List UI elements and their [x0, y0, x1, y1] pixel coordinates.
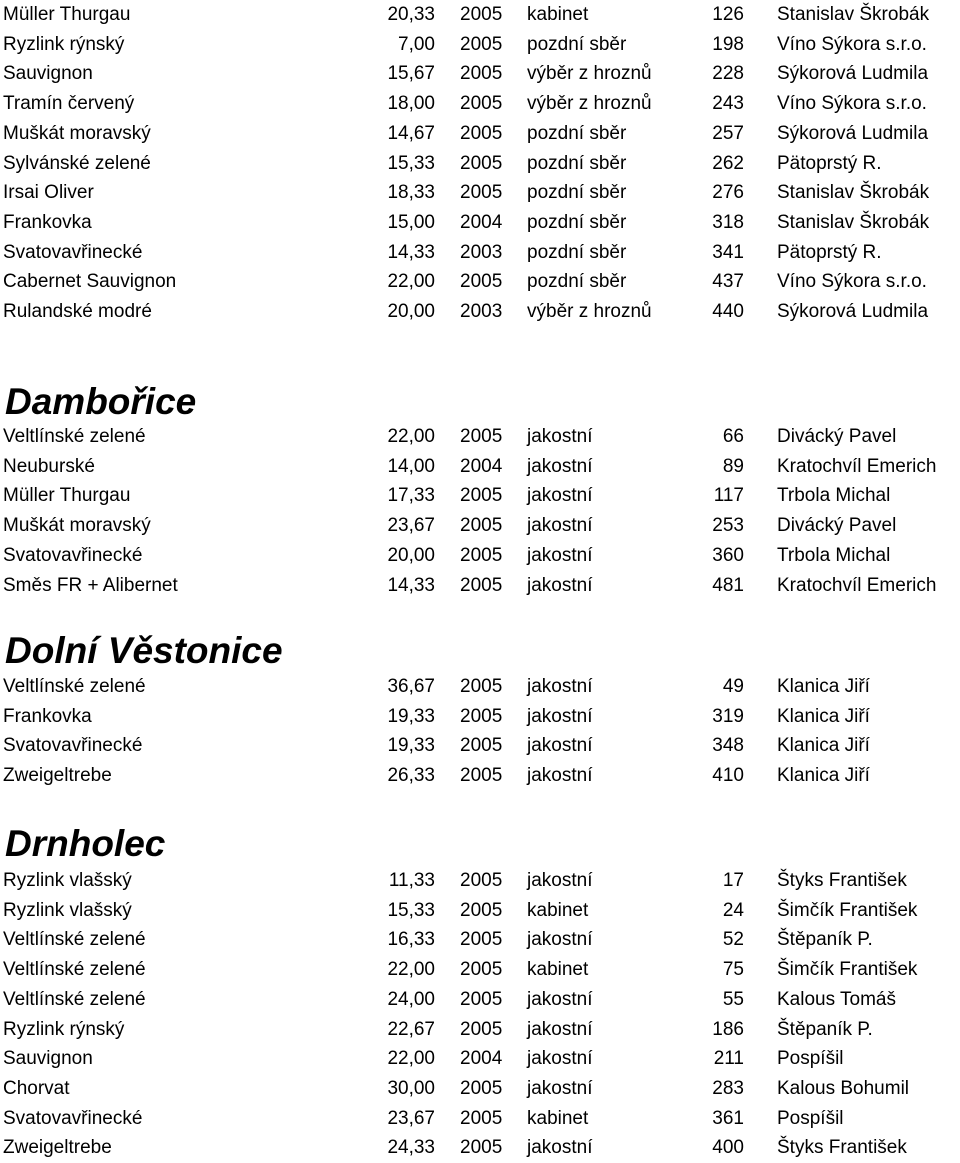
sample-number: 283 — [712, 1077, 744, 1099]
producer-name: Kalous Tomáš — [777, 988, 896, 1010]
sample-number: 198 — [712, 33, 744, 55]
table-row — [0, 985, 960, 1015]
vintage-year: 2004 — [460, 455, 503, 477]
score-value: 15,33 — [387, 899, 435, 921]
vintage-year: 2005 — [460, 63, 503, 85]
table-row — [0, 119, 960, 149]
quality-grade: jakostní — [527, 1048, 593, 1070]
quality-grade: jakostní — [527, 574, 593, 596]
quality-grade: výběr z hroznů — [527, 63, 652, 85]
wine-name: Sylvánské zelené — [3, 152, 151, 174]
producer-name: Štyks František — [777, 1137, 907, 1159]
vintage-year: 2004 — [460, 1048, 503, 1070]
producer-name: Štěpaník P. — [777, 929, 873, 951]
score-value: 18,00 — [387, 93, 435, 115]
quality-grade: kabinet — [527, 4, 589, 25]
vintage-year: 2005 — [460, 182, 503, 204]
sample-number: 211 — [713, 1048, 744, 1070]
wine-name: Rulandské modré — [3, 301, 152, 322]
table-row — [0, 672, 960, 702]
vintage-year: 2005 — [460, 959, 503, 981]
wine-name: Tramín červený — [3, 93, 135, 115]
wine-name: Směs FR + Alibernet — [3, 574, 178, 596]
vintage-year: 2005 — [460, 574, 503, 596]
quality-grade: jakostní — [527, 1077, 593, 1099]
quality-grade: jakostní — [527, 676, 593, 697]
sample-number: 348 — [712, 735, 744, 757]
table-row — [0, 0, 960, 30]
sample-number: 360 — [712, 544, 744, 566]
table-row — [0, 1015, 960, 1045]
sample-number: 262 — [712, 152, 744, 174]
producer-name: Trbola Michal — [777, 485, 891, 507]
sample-number: 253 — [712, 515, 744, 537]
producer-name: Stanislav Škrobák — [777, 4, 930, 25]
producer-name: Víno Sýkora s.r.o. — [777, 33, 927, 55]
quality-grade: jakostní — [527, 544, 593, 566]
quality-grade: jakostní — [527, 1137, 593, 1159]
table-row — [0, 452, 960, 482]
table-row — [0, 866, 960, 896]
wine-name: Svatovavřinecké — [3, 1107, 143, 1129]
quality-grade: jakostní — [527, 485, 593, 507]
producer-name: Štyks František — [777, 870, 907, 891]
sample-number: 318 — [712, 211, 744, 233]
section-heading: Drnholec — [5, 823, 166, 864]
producer-name: Kratochvíl Emerich — [777, 455, 937, 477]
sample-number: 75 — [722, 959, 744, 981]
table-row — [0, 571, 960, 601]
quality-grade: pozdní sběr — [527, 182, 627, 204]
producer-name: Kalous Bohumil — [777, 1077, 910, 1099]
sample-number: 341 — [712, 241, 744, 263]
score-value: 36,67 — [387, 676, 435, 697]
score-value: 14,67 — [387, 122, 435, 144]
wine-name: Svatovavřinecké — [3, 735, 143, 757]
vintage-year: 2005 — [460, 122, 503, 144]
wine-name: Veltlínské zelené — [3, 929, 146, 951]
vintage-year: 2005 — [460, 485, 503, 507]
wine-name: Ryzlink vlašský — [3, 899, 132, 921]
quality-grade: kabinet — [527, 1107, 589, 1129]
sample-number: 400 — [712, 1137, 744, 1159]
vintage-year: 2005 — [460, 870, 503, 891]
sample-number: 66 — [722, 426, 744, 447]
wine-name: Frankovka — [3, 211, 92, 233]
vintage-year: 2005 — [460, 152, 503, 174]
score-value: 14,33 — [387, 574, 435, 596]
producer-name: Klanica Jiří — [777, 765, 870, 787]
vintage-year: 2005 — [460, 735, 503, 757]
table-row — [0, 955, 960, 985]
wine-name: Svatovavřinecké — [3, 544, 143, 566]
score-value: 15,00 — [387, 211, 435, 233]
vintage-year: 2005 — [460, 676, 503, 697]
sample-number: 243 — [712, 93, 744, 115]
producer-name: Kratochvíl Emerich — [777, 574, 937, 596]
sample-number: 89 — [722, 455, 744, 477]
quality-grade: jakostní — [527, 735, 593, 757]
wine-name: Veltlínské zelené — [3, 988, 146, 1010]
wine-name: Sauvignon — [3, 63, 93, 85]
vintage-year: 2005 — [460, 33, 503, 55]
wine-name: Ryzlink vlašský — [3, 870, 132, 891]
table-row — [0, 925, 960, 955]
table-row — [0, 59, 960, 89]
score-value: 19,33 — [387, 705, 435, 727]
table-row — [0, 297, 960, 327]
sample-number: 410 — [712, 765, 744, 787]
wine-name: Zweigeltrebe — [3, 765, 112, 787]
vintage-year: 2005 — [460, 1018, 503, 1040]
wine-name: Irsai Oliver — [3, 182, 94, 204]
quality-grade: kabinet — [527, 959, 589, 981]
score-value: 22,00 — [387, 959, 435, 981]
producer-name: Stanislav Škrobák — [777, 211, 930, 233]
table-row — [0, 1133, 960, 1163]
quality-grade: jakostní — [527, 765, 593, 787]
table-row — [0, 238, 960, 268]
score-value: 15,67 — [387, 63, 435, 85]
sample-number: 481 — [712, 574, 744, 596]
quality-grade: jakostní — [527, 705, 593, 727]
table-row — [0, 731, 960, 761]
vintage-year: 2005 — [460, 765, 503, 787]
wine-name: Zweigeltrebe — [3, 1137, 112, 1159]
table-row — [0, 761, 960, 791]
wine-name: Cabernet Sauvignon — [3, 271, 177, 293]
table-row — [0, 896, 960, 926]
sample-number: 52 — [722, 929, 744, 951]
wine-name: Svatovavřinecké — [3, 241, 143, 263]
table-row — [0, 178, 960, 208]
table-row — [0, 1044, 960, 1074]
quality-grade: jakostní — [527, 988, 593, 1010]
table-row — [0, 267, 960, 297]
quality-grade: pozdní sběr — [527, 211, 627, 233]
score-value: 24,33 — [387, 1137, 435, 1159]
producer-name: Klanica Jiří — [777, 676, 870, 697]
vintage-year: 2005 — [460, 705, 503, 727]
quality-grade: výběr z hroznů — [527, 301, 652, 322]
vintage-year: 2005 — [460, 271, 503, 293]
sample-number: 17 — [722, 870, 744, 891]
score-value: 11,33 — [388, 870, 435, 891]
score-value: 23,67 — [387, 515, 435, 537]
table-row — [0, 208, 960, 238]
vintage-year: 2005 — [460, 1137, 503, 1159]
vintage-year: 2004 — [460, 211, 503, 233]
score-value: 16,33 — [387, 929, 435, 951]
quality-grade: pozdní sběr — [527, 122, 627, 144]
section-heading: Dolní Věstonice — [5, 630, 283, 671]
vintage-year: 2003 — [460, 241, 503, 263]
quality-grade: jakostní — [527, 426, 593, 447]
producer-name: Sýkorová Ludmila — [777, 63, 929, 85]
wine-name: Neuburské — [3, 455, 95, 477]
producer-name: Stanislav Škrobák — [777, 182, 930, 204]
producer-name: Pätoprstý R. — [777, 152, 882, 174]
quality-grade: jakostní — [527, 1018, 593, 1040]
score-value: 20,33 — [387, 4, 435, 25]
wine-name: Muškát moravský — [3, 122, 151, 144]
table-row — [0, 30, 960, 60]
wine-name: Müller Thurgau — [3, 4, 131, 25]
producer-name: Šimčík František — [777, 959, 918, 981]
vintage-year: 2005 — [460, 93, 503, 115]
score-value: 7,00 — [398, 33, 435, 55]
sample-number: 319 — [712, 705, 744, 727]
score-value: 23,67 — [387, 1107, 435, 1129]
table-row — [0, 89, 960, 119]
quality-grade: jakostní — [527, 455, 593, 477]
table-row — [0, 1074, 960, 1104]
producer-name: Sýkorová Ludmila — [777, 301, 929, 322]
quality-grade: jakostní — [527, 870, 593, 891]
sample-number: 276 — [712, 182, 744, 204]
table-row — [0, 702, 960, 732]
sample-number: 117 — [713, 485, 744, 507]
vintage-year: 2005 — [460, 1107, 503, 1129]
wine-name: Sauvignon — [3, 1048, 93, 1070]
score-value: 15,33 — [387, 152, 435, 174]
quality-grade: jakostní — [527, 515, 593, 537]
sample-number: 440 — [712, 301, 744, 322]
sample-number: 186 — [712, 1018, 744, 1040]
score-value: 22,67 — [387, 1018, 435, 1040]
producer-name: Víno Sýkora s.r.o. — [777, 93, 927, 115]
sample-number: 126 — [712, 4, 744, 25]
vintage-year: 2005 — [460, 4, 503, 25]
score-value: 20,00 — [387, 301, 435, 322]
vintage-year: 2005 — [460, 988, 503, 1010]
vintage-year: 2005 — [460, 929, 503, 951]
score-value: 22,00 — [387, 271, 435, 293]
vintage-year: 2005 — [460, 544, 503, 566]
producer-name: Divácký Pavel — [777, 426, 897, 447]
sample-number: 228 — [712, 63, 744, 85]
sample-number: 361 — [712, 1107, 744, 1129]
table-row — [0, 149, 960, 179]
vintage-year: 2005 — [460, 515, 503, 537]
table-row — [0, 481, 960, 511]
wine-name: Muškát moravský — [3, 515, 151, 537]
sample-number: 24 — [722, 899, 744, 921]
quality-grade: pozdní sběr — [527, 33, 627, 55]
wine-name: Veltlínské zelené — [3, 959, 146, 981]
producer-name: Štěpaník P. — [777, 1018, 873, 1040]
score-value: 26,33 — [387, 765, 435, 787]
producer-name: Trbola Michal — [777, 544, 891, 566]
quality-grade: kabinet — [527, 899, 589, 921]
score-value: 14,00 — [387, 455, 435, 477]
table-row — [0, 541, 960, 571]
section-heading: Dambořice — [5, 381, 197, 422]
score-value: 22,00 — [387, 1048, 435, 1070]
producer-name: Divácký Pavel — [777, 515, 897, 537]
producer-name: Klanica Jiří — [777, 705, 870, 727]
score-value: 18,33 — [387, 182, 435, 204]
quality-grade: pozdní sběr — [527, 241, 627, 263]
vintage-year: 2005 — [460, 1077, 503, 1099]
quality-grade: výběr z hroznů — [527, 93, 652, 115]
vintage-year: 2005 — [460, 426, 503, 447]
score-value: 14,33 — [387, 241, 435, 263]
score-value: 20,00 — [387, 544, 435, 566]
sample-number: 49 — [722, 676, 744, 697]
producer-name: Pospíšil — [777, 1048, 844, 1070]
quality-grade: pozdní sběr — [527, 271, 627, 293]
producer-name: Sýkorová Ludmila — [777, 122, 929, 144]
score-value: 24,00 — [387, 988, 435, 1010]
wine-name: Müller Thurgau — [3, 485, 131, 507]
wine-name: Frankovka — [3, 705, 92, 727]
producer-name: Pospíšil — [777, 1107, 844, 1129]
sample-number: 437 — [712, 271, 744, 293]
score-value: 17,33 — [387, 485, 435, 507]
wine-name: Ryzlink rýnský — [3, 33, 125, 55]
wine-name: Ryzlink rýnský — [3, 1018, 125, 1040]
table-row — [0, 511, 960, 541]
sample-number: 257 — [712, 122, 744, 144]
vintage-year: 2003 — [460, 301, 503, 322]
table-row — [0, 422, 960, 452]
quality-grade: jakostní — [527, 929, 593, 951]
sample-number: 55 — [722, 988, 744, 1010]
wine-name: Veltlínské zelené — [3, 426, 146, 447]
score-value: 30,00 — [387, 1077, 435, 1099]
vintage-year: 2005 — [460, 899, 503, 921]
table-row — [0, 1104, 960, 1134]
score-value: 19,33 — [387, 735, 435, 757]
wine-name: Veltlínské zelené — [3, 676, 146, 697]
score-value: 22,00 — [387, 426, 435, 447]
producer-name: Šimčík František — [777, 899, 918, 921]
producer-name: Víno Sýkora s.r.o. — [777, 271, 927, 293]
producer-name: Klanica Jiří — [777, 735, 870, 757]
quality-grade: pozdní sběr — [527, 152, 627, 174]
wine-name: Chorvat — [3, 1077, 70, 1099]
producer-name: Pätoprstý R. — [777, 241, 882, 263]
